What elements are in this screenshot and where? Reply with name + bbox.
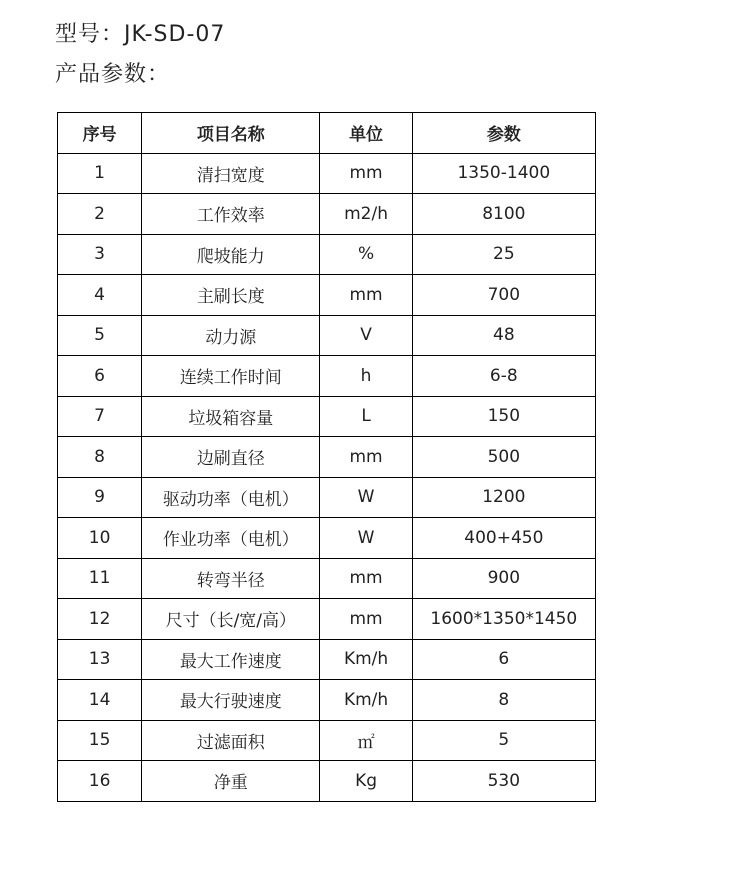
table-row bbox=[58, 720, 596, 761]
cell-no: 6 bbox=[58, 356, 142, 397]
cell-unit: V bbox=[320, 315, 412, 356]
cell-name: 净重 bbox=[142, 761, 320, 802]
cell-unit: Km/h bbox=[320, 680, 412, 721]
cell-name: 连续工作时间 bbox=[142, 356, 320, 397]
cell-unit: mm bbox=[320, 558, 412, 599]
table-row bbox=[58, 599, 596, 640]
table-row bbox=[58, 518, 596, 559]
cell-no: 11 bbox=[58, 558, 142, 599]
cell-value: 1200 bbox=[412, 477, 595, 518]
cell-value: 150 bbox=[412, 396, 595, 437]
cell-value: 25 bbox=[412, 234, 595, 275]
table-row bbox=[58, 356, 596, 397]
cell-no: 8 bbox=[58, 437, 142, 478]
cell-no: 7 bbox=[58, 396, 142, 437]
cell-unit: % bbox=[320, 234, 412, 275]
header-name: 项目名称 bbox=[142, 113, 320, 154]
table-row bbox=[58, 680, 596, 721]
cell-value: 1600*1350*1450 bbox=[412, 599, 595, 640]
cell-unit: m2/h bbox=[320, 194, 412, 235]
table-row bbox=[58, 437, 596, 478]
cell-name: 尺寸（长/宽/高） bbox=[142, 599, 320, 640]
table-body bbox=[58, 153, 596, 801]
cell-unit: L bbox=[320, 396, 412, 437]
cell-value: 6 bbox=[412, 639, 595, 680]
cell-no: 2 bbox=[58, 194, 142, 235]
cell-name: 最大行驶速度 bbox=[142, 680, 320, 721]
cell-name: 垃圾箱容量 bbox=[142, 396, 320, 437]
table-row bbox=[58, 639, 596, 680]
model-value: JK-SD-07 bbox=[124, 22, 226, 47]
cell-value: 900 bbox=[412, 558, 595, 599]
table-row bbox=[58, 396, 596, 437]
cell-no: 4 bbox=[58, 275, 142, 316]
table-row bbox=[58, 194, 596, 235]
cell-name: 最大工作速度 bbox=[142, 639, 320, 680]
cell-name: 主刷长度 bbox=[142, 275, 320, 316]
cell-no: 15 bbox=[58, 720, 142, 761]
cell-name: 边刷直径 bbox=[142, 437, 320, 478]
cell-no: 3 bbox=[58, 234, 142, 275]
header-value: 参数 bbox=[412, 113, 595, 154]
cell-unit: W bbox=[320, 477, 412, 518]
cell-value: 8100 bbox=[412, 194, 595, 235]
cell-unit: mm bbox=[320, 275, 412, 316]
cell-name: 过滤面积 bbox=[142, 720, 320, 761]
table-row bbox=[58, 761, 596, 802]
cell-unit: mm bbox=[320, 437, 412, 478]
cell-unit: W bbox=[320, 518, 412, 559]
cell-unit: Km/h bbox=[320, 639, 412, 680]
cell-no: 12 bbox=[58, 599, 142, 640]
cell-unit: Kg bbox=[320, 761, 412, 802]
cell-value: 400+450 bbox=[412, 518, 595, 559]
cell-no: 13 bbox=[58, 639, 142, 680]
cell-no: 10 bbox=[58, 518, 142, 559]
table-row bbox=[58, 558, 596, 599]
cell-name: 动力源 bbox=[142, 315, 320, 356]
table-header-row bbox=[58, 113, 596, 154]
cell-name: 作业功率（电机） bbox=[142, 518, 320, 559]
cell-name: 转弯半径 bbox=[142, 558, 320, 599]
model-label: 型号： bbox=[55, 22, 125, 47]
cell-value: 6-8 bbox=[412, 356, 595, 397]
cell-value: 5 bbox=[412, 720, 595, 761]
table-row bbox=[58, 275, 596, 316]
cell-no: 5 bbox=[58, 315, 142, 356]
cell-no: 14 bbox=[58, 680, 142, 721]
table-row bbox=[58, 153, 596, 194]
cell-name: 爬坡能力 bbox=[142, 234, 320, 275]
cell-unit: mm bbox=[320, 599, 412, 640]
table-row bbox=[58, 315, 596, 356]
params-heading: 产品参数： bbox=[55, 62, 171, 87]
model-line bbox=[55, 20, 225, 50]
cell-name: 驱动功率（电机） bbox=[142, 477, 320, 518]
cell-no: 9 bbox=[58, 477, 142, 518]
cell-value: 8 bbox=[412, 680, 595, 721]
cell-name: 清扫宽度 bbox=[142, 153, 320, 194]
cell-no: 1 bbox=[58, 153, 142, 194]
cell-value: 700 bbox=[412, 275, 595, 316]
cell-value: 1350-1400 bbox=[412, 153, 595, 194]
cell-unit: ㎡ bbox=[320, 720, 412, 761]
cell-value: 530 bbox=[412, 761, 595, 802]
cell-unit: h bbox=[320, 356, 412, 397]
table-row bbox=[58, 477, 596, 518]
cell-no: 16 bbox=[58, 761, 142, 802]
header-unit: 单位 bbox=[320, 113, 412, 154]
cell-name: 工作效率 bbox=[142, 194, 320, 235]
cell-unit: mm bbox=[320, 153, 412, 194]
cell-value: 48 bbox=[412, 315, 595, 356]
cell-value: 500 bbox=[412, 437, 595, 478]
header-no: 序号 bbox=[58, 113, 142, 154]
spec-table bbox=[57, 112, 596, 802]
table-row bbox=[58, 234, 596, 275]
